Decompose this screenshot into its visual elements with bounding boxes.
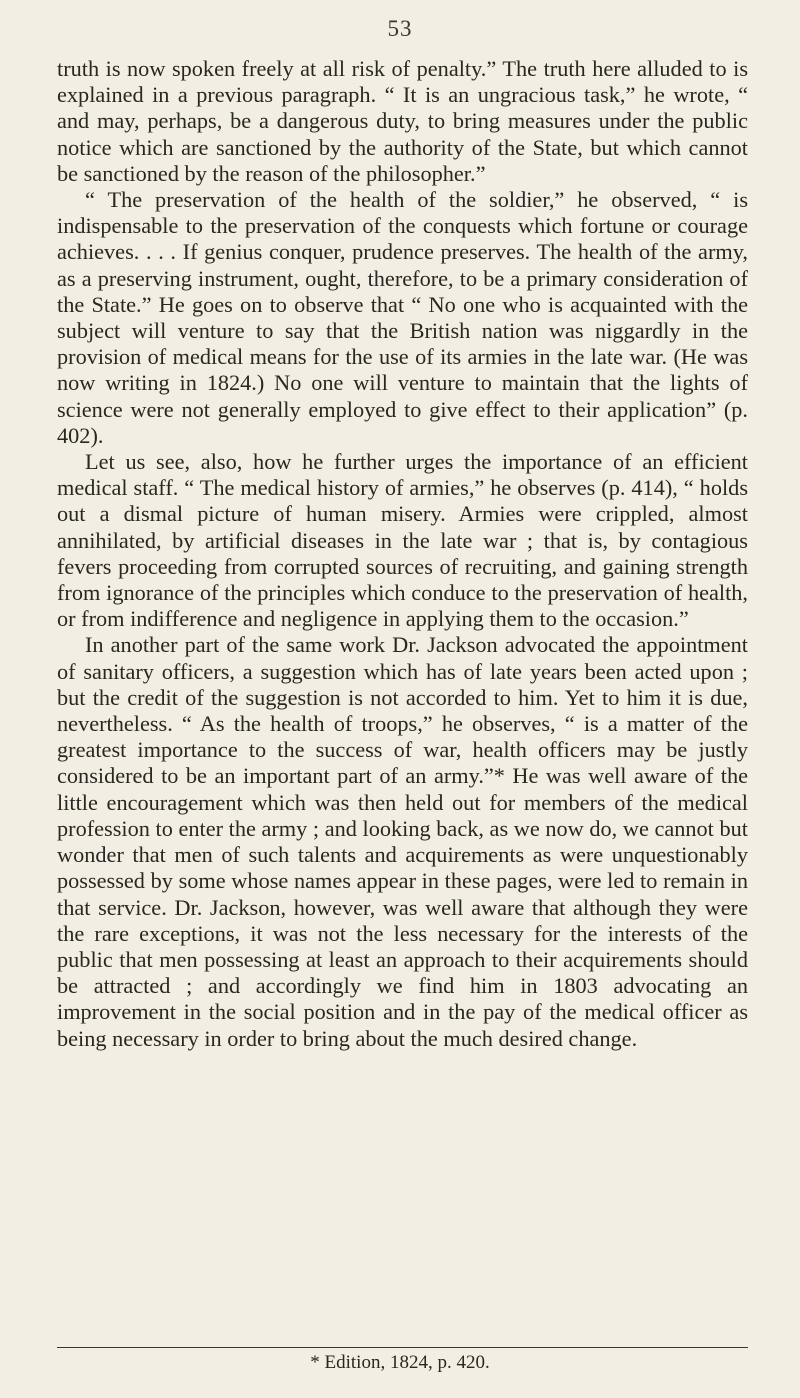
page-number: 53 [387, 16, 413, 41]
footnote-divider [57, 1347, 748, 1348]
body-text [57, 56, 748, 1052]
paragraph: “ The preservation of the health of the soldier,” he observed, “ is indispensable to the preservation of the conquests which fortune or courage achieves. . . . If genius conquer, prudence preserves. The health of the army, as a preserving instrument, ought, therefore, to be a primary consideration of the State.” He goes on to observe that “ No one who is acquainted with the subject will venture to say that the British nation was niggardly in the provision of medical means for the use of its armies in the late war. (He was now writing in 1824.) No one will venture to maintain that the lights of science were not generally employed to give effect to their application” (p. 402). [57, 187, 748, 448]
paragraph: In another part of the same work Dr. Jackson advocated the appointment of sanitary officers, a suggestion which has of late years been acted upon ; but the credit of the suggestion is not accorded to him. Yet to him it is due, nevertheless. “ As the health of troops,” he observes, “ is a matter of the greatest importance to the success of war, health officers may be justly considered to be an important part of an army.”* He was well aware of the little encouragement which was then held out for members of the medical profession to enter the army ; and looking back, as we now do, we cannot but wonder that men of such talents and acquirements as were unquestionably possessed by some whose names appear in these pages, were led to remain in that service. Dr. Jackson, however, was well aware that although they were the rare exceptions, it was not the less necessary for the interests of the public that men possessing at least an approach to their acquirements should be attracted ; and accordingly we find him in 1803 advocating an improvement in the social position and in the pay of the medical officer as being necessary in order to bring about the much desired change. [57, 632, 748, 1051]
paragraph: Let us see, also, how he further urges the importance of an efficient medical staff. “ The medical history of armies,” he observes (p. 414), “ holds out a dismal picture of human misery. Armies were crippled, almost annihilated, by artificial diseases in the late war ; that is, by contagious fevers proceeding from corrupted sources of recruiting, and gaining strength from ignorance of the principles which conduce to the preservation of health, or from indifference and negligence in applying them to the occasion.” [57, 449, 748, 632]
footnote: * Edition, 1824, p. 420. [310, 1352, 490, 1373]
paragraph-continued: truth is now spoken freely at all risk of penalty.” The truth here alluded to is explained in a previous paragraph. “ It is an ungracious task,” he wrote, “ and may, perhaps, be a dangerous duty, to bring measures under the public notice which are sanctioned by the authority of the State, but which cannot be sanctioned by the reason of the philosopher.” [57, 56, 748, 186]
